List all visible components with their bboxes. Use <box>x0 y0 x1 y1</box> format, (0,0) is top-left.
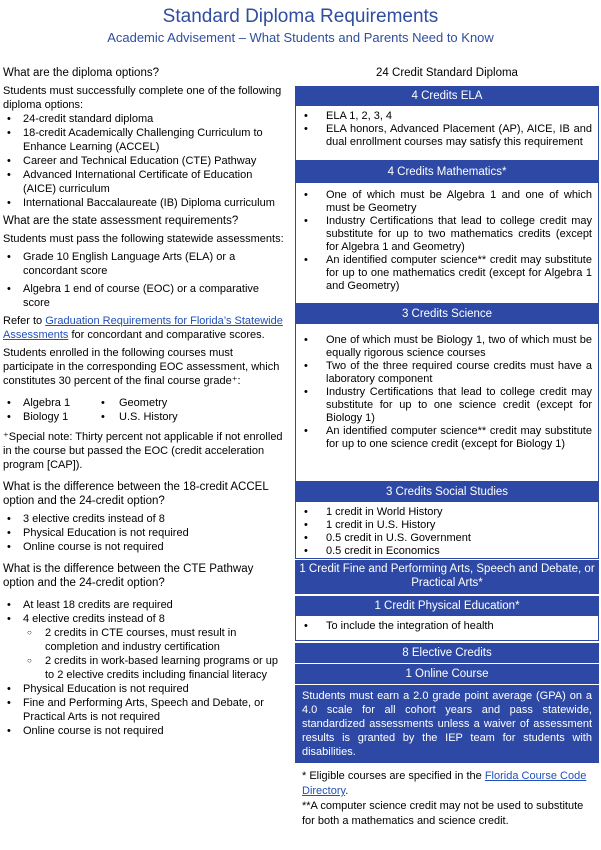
list-item: • Two of the three required course credits must have a laboratory component <box>326 360 592 386</box>
list-item: • 1 credit in U.S. History <box>326 519 592 532</box>
list-item: • 18-credit Academically Challenging Curriculum to Enhance Learning (ACCEL) <box>23 126 286 154</box>
social-studies-box <box>295 502 599 559</box>
special-note: ⁺Special note: Thirty percent not applicable if not enrolled in the course but passed the EOC (credit acceleration program [CAP]). <box>3 431 283 471</box>
footnotes <box>295 763 599 829</box>
list-item: • One of which must be Biology 1, two of which must be equally rigorous science courses <box>326 334 592 360</box>
page-title: Standard Diploma Requirements <box>162 6 439 27</box>
accel-list <box>3 512 286 554</box>
list-item: • Career and Technical Education (CTE) Pathway <box>23 154 286 168</box>
list-item: • One of which must be Algebra 1 and one of which must be Geometry <box>326 189 592 215</box>
assessment-intro: Students must pass the following statewide assessments: <box>3 233 284 245</box>
list-item: • Physical Education is not required <box>23 526 286 540</box>
online-course-heading: 1 Online Course <box>295 664 599 684</box>
list-item: • 24-credit standard diploma <box>23 112 286 126</box>
gpa-requirement: Students must earn a 2.0 grade point average (GPA) on a 4.0 scale for all cohort years and pass statewide, standardized assessments unless a waiver of assessment results is granted by the IEP team for students with disabilities. <box>295 685 599 763</box>
question-state-assessment: What are the state assessment requirements? <box>3 215 239 227</box>
list-item: • 0.5 credit in U.S. Government <box>326 532 592 545</box>
pe-heading: 1 Credit Physical Education* <box>295 596 599 616</box>
math-box <box>295 183 599 304</box>
sub-list-item: ○ 2 credits in work-based learning programs or up to 2 elective credits including financial literacy <box>23 654 286 682</box>
list-item: • ELA 1, 2, 3, 4 <box>326 110 592 123</box>
footnote-prefix: * Eligible courses are specified in the <box>302 770 485 782</box>
graduation-requirements-link[interactable]: Graduation Requirements for Florida’s Statewide Assessments <box>3 315 283 341</box>
eoc-course: • Algebra 1 <box>23 396 119 410</box>
footnote-eligible-courses <box>302 769 592 799</box>
ela-box <box>295 106 599 161</box>
list-item: • Advanced International Certificate of Education (AICE) curriculum <box>23 168 286 196</box>
list-item: • Industry Certifications that lead to college credit may substitute for up to one science credit (except for Biology 1) <box>326 386 592 425</box>
cte-list <box>3 598 286 738</box>
list-item: • At least 18 credits are required <box>23 598 286 612</box>
list-item: • An identified computer science** credit may substitute for up to one science credit (except for Biology 1) <box>326 425 592 451</box>
list-item: • 4 elective credits instead of 8 <box>23 612 286 626</box>
list-item: • Industry Certifications that lead to college credit may substitute for up to two mathematics credits (except for Algebra 1 and Geometry) <box>326 215 592 254</box>
footnote-computer-science: **A computer science credit may not be used to substitute for both a mathematics and science credit. <box>302 800 584 827</box>
science-box <box>295 324 599 482</box>
diploma-table-title: 24 Credit Standard Diploma <box>376 67 518 79</box>
list-item: • ELA honors, Advanced Placement (AP), AICE, IB and dual enrollment courses may satisfy this requirement <box>326 123 592 149</box>
refer-suffix: for concordant and comparative scores. <box>68 329 265 341</box>
page-subtitle: Academic Advisement – What Students and Parents Need to Know <box>107 30 494 45</box>
diploma-options-intro: Students must successfully complete one of the following diploma options: <box>3 85 282 111</box>
refer-paragraph <box>3 314 286 342</box>
list-item: • 3 elective credits instead of 8 <box>23 512 286 526</box>
ela-heading: 4 Credits ELA <box>295 86 599 106</box>
list-item: • Online course is not required <box>23 540 286 554</box>
question-accel: What is the difference between the 18-credit ACCEL option and the 24-credit option? <box>3 481 269 507</box>
list-item: • Online course is not required <box>23 724 286 738</box>
arts-heading: 1 Credit Fine and Performing Arts, Speech and Debate, or Practical Arts* <box>295 560 599 594</box>
list-item: • 0.5 credit in Economics <box>326 545 592 558</box>
list-item: • 1 credit in World History <box>326 506 592 519</box>
footnote-suffix: . <box>345 785 349 797</box>
eoc-paragraph: Students enrolled in the following courses must participate in the corresponding EOC assessment, which constitutes 30 percent of the final course grade⁺: <box>3 347 280 387</box>
list-item: • Fine and Performing Arts, Speech and Debate, or Practical Arts is not required <box>23 696 286 724</box>
elective-heading: 8 Elective Credits <box>295 643 599 663</box>
eoc-course: • U.S. History <box>119 410 239 424</box>
page-header <box>0 6 601 47</box>
assessment-list <box>3 250 286 310</box>
list-item: • To include the integration of health <box>326 620 592 633</box>
eoc-course: • Geometry <box>119 396 239 410</box>
left-column <box>3 66 286 738</box>
list-item: • Grade 10 English Language Arts (ELA) or a concordant score <box>23 250 286 278</box>
diploma-options-list <box>3 112 286 210</box>
science-heading: 3 Credits Science <box>295 304 599 324</box>
social-studies-heading: 3 Credits Social Studies <box>295 482 599 502</box>
question-cte: What is the difference between the CTE Pathway option and the 24-credit option? <box>3 563 254 589</box>
pe-box <box>295 616 599 641</box>
eoc-course: • Biology 1 <box>23 410 119 424</box>
list-item: • Algebra 1 end of course (EOC) or a comparative score <box>23 282 286 310</box>
eoc-course-grid <box>3 396 286 424</box>
course-code-directory-link[interactable]: Florida Course Code Directory <box>302 770 587 797</box>
list-item: • International Baccalaureate (IB) Diploma curriculum <box>23 196 286 210</box>
math-heading: 4 Credits Mathematics* <box>295 161 599 183</box>
right-column <box>295 64 599 829</box>
list-item: • Physical Education is not required <box>23 682 286 696</box>
refer-prefix: Refer to <box>3 315 46 327</box>
sub-list-item: ○ 2 credits in CTE courses, must result in completion and industry certification <box>23 626 286 654</box>
list-item: • An identified computer science** credit may substitute for up to one mathematics credit (except for Algebra 1 and Geometry) <box>326 254 592 293</box>
question-diploma-options: What are the diploma options? <box>3 67 159 79</box>
